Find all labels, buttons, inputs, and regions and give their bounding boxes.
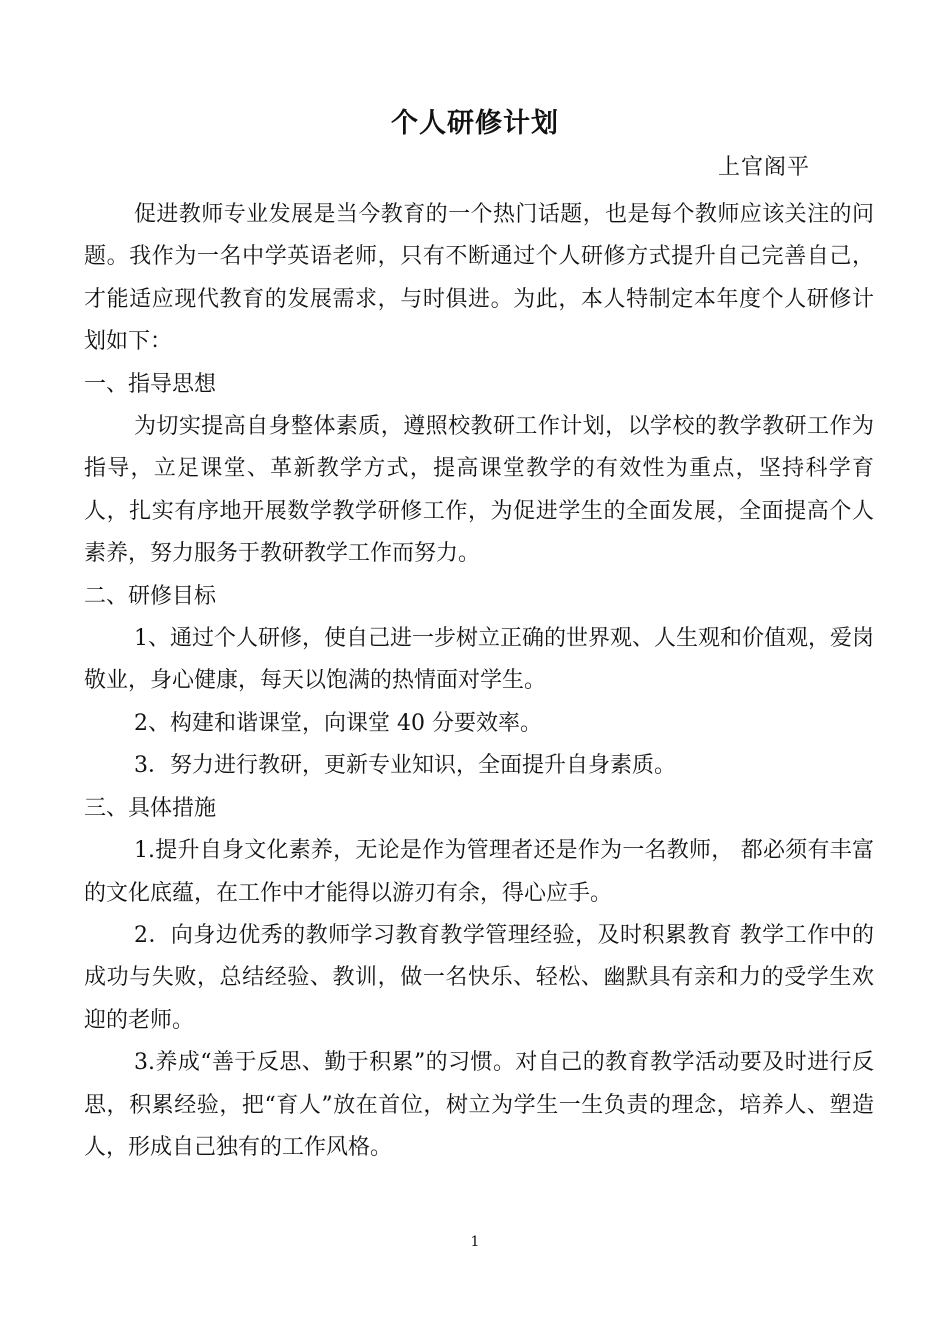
measure-item: 2．向身边优秀的教师学习教育教学管理经验，及时积累教育 教学工作中的成功与失败，总结经验、教训，做一名快乐、轻松、幽默具有亲和力的受学生欢迎的老师。 xyxy=(84,922,874,1033)
section-heading-guiding-thought: 一、指导思想 xyxy=(84,371,217,397)
measure-item: 3.养成“善于反思、勤于积累”的习惯。对自己的教育教学活动要及时进行反思，积累经验，把“育人”放在首位，树立为学生一生负责的理念，培养人、塑造人，形成自己独有的工作风格。 xyxy=(84,1050,874,1160)
section-heading-measures: 三、具体措施 xyxy=(84,795,217,821)
measure-item: 1.提升自身文化素养，无论是作为管理者还是作为一名教师， 都必须有丰富的文化底蕴，在工作中才能得以游刃有余，得心应手。 xyxy=(84,838,874,906)
page-number: 1 xyxy=(470,1234,480,1250)
goal-item: 2、构建和谐课堂，向课堂 40 分要效率。 xyxy=(134,710,542,736)
section-heading-goals: 二、研修目标 xyxy=(84,583,217,609)
guiding-thought-paragraph: 为切实提高自身整体素质，遵照校教研工作计划，以学校的教学教研工作为指导，立足课堂、革新教学方式，提高课堂教学的有效性为重点，坚持科学育人，扎实有序地开展数学教学研修工作，为促进学生的全面发展，全面提高个人素养，努力服务于教研教学工作而努力。 xyxy=(84,414,874,567)
author-name: 上官阁平 xyxy=(718,155,811,180)
goal-item: 3．努力进行教研，更新专业知识，全面提升自身素质。 xyxy=(134,753,676,779)
document-title: 个人研修计划 xyxy=(391,108,559,139)
intro-paragraph: 促进教师专业发展是当今教育的一个热门话题，也是每个教师应该关注的问题。我作为一名中学英语老师，只有不断通过个人研修方式提升自己完善自己，才能适应现代教育的发展需求，与时俱进。为此，本人特制定本年度个人研修计划如下： xyxy=(84,202,874,355)
document-body xyxy=(84,194,874,1169)
goal-item: 1、通过个人研修，使自己进一步树立正确的世界观、人生观和价值观，爱岗敬业，身心健康，每天以饱满的热情面对学生。 xyxy=(84,626,874,694)
